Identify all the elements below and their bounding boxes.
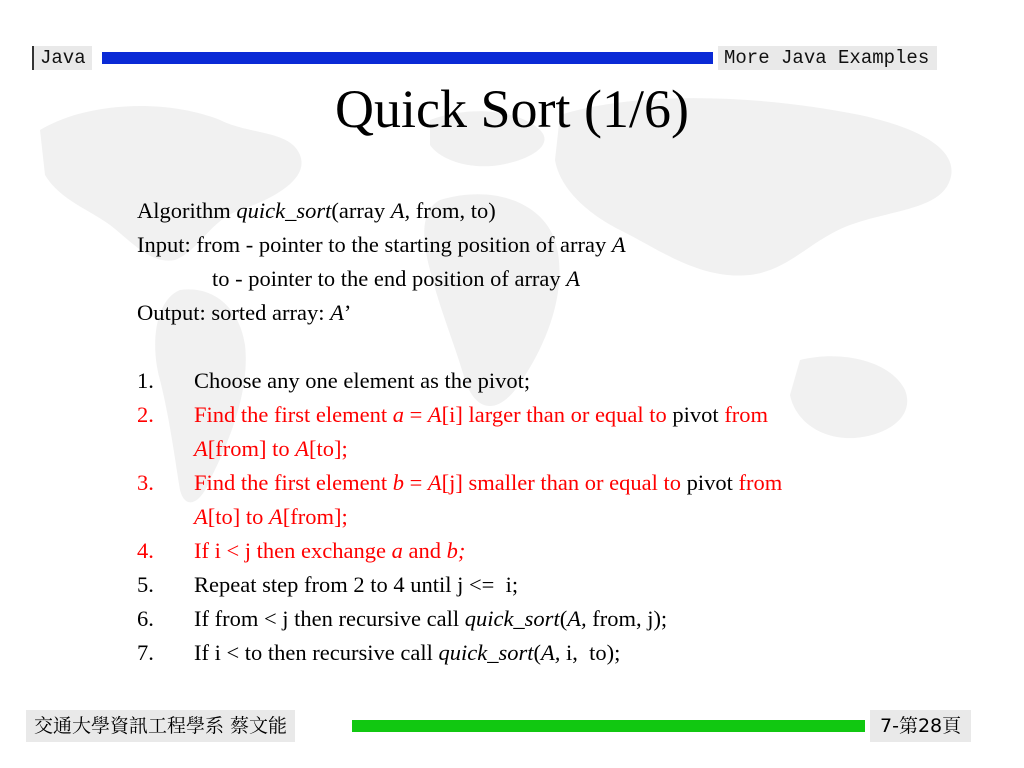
step-text: If i < j then exchange [194,538,386,563]
step-array: A [295,436,309,461]
step-text: Choose any one element as the pivot; [194,368,531,393]
step-text: [from]; [282,504,348,529]
step-text: [i] larger than or equal to [441,402,667,427]
output-prime: ’ [343,300,352,325]
step-number: 1. [137,368,154,393]
step-3 [137,466,967,500]
step-text: from [738,470,783,495]
step-equals: = [409,402,423,427]
step-array: A [194,504,208,529]
step-2-continued [137,432,967,466]
step-text: If i < to then recursive call [194,640,433,665]
step-paren: ( [559,606,568,631]
step-text: Repeat step from 2 to 4 until j <= i; [194,572,519,597]
algorithm-args-1: (array [331,198,386,223]
step-array: A, [567,606,587,631]
step-text: from, j); [592,606,668,631]
step-variable: a [392,402,404,427]
algorithm-name: quick_sort [236,198,332,223]
step-pivot: pivot [686,470,733,495]
slide-title: Quick Sort (1/6) [335,79,689,139]
step-function: quick_sort [438,640,534,665]
step-number: 6. [137,606,154,631]
input-label: Input: from - pointer to the starting position of array [137,232,607,257]
algorithm-signature [137,194,967,228]
step-array: A [269,504,283,529]
step-4 [137,534,967,568]
output-line [137,296,967,330]
step-text: [to] to [207,504,264,529]
slide-body [137,194,967,670]
input-array: A [611,232,626,257]
step-7 [137,636,967,670]
step-array: A [427,470,442,495]
step-array: A, [540,640,561,665]
input-to-line [137,262,967,296]
footer-green-bar [352,720,865,732]
blank-line [137,330,967,364]
step-2 [137,398,967,432]
step-5 [137,568,967,602]
footer-page-number: 7-第28頁 [870,710,971,742]
algorithm-args-2: from, to) [415,198,496,223]
output-array: A [330,300,344,325]
header-course-label: Java [32,46,92,70]
step-number: 7. [137,640,154,665]
step-3-continued [137,500,967,534]
step-text: [j] smaller than or equal to [441,470,681,495]
step-6 [137,602,967,636]
header-blue-bar [102,52,713,64]
input-to-text: to - pointer to the end position of array [212,266,561,291]
step-equals: = [409,470,423,495]
output-label: Output: sorted array: [137,300,325,325]
step-text: Find the first element [194,402,388,427]
step-variable: a [391,538,403,563]
step-text: [to]; [308,436,348,461]
step-array: A [194,436,208,461]
step-variable: b; [446,538,466,563]
step-number: 3. [137,470,154,495]
step-text: from [724,402,769,427]
algorithm-array: A, [390,198,411,223]
step-text: Find the first element [194,470,388,495]
step-number: 4. [137,538,154,563]
step-number: 5. [137,572,154,597]
input-line [137,228,967,262]
input-to-array: A [566,266,581,291]
step-variable: b [392,470,404,495]
step-number: 2. [137,402,154,427]
header-section-label: More Java Examples [718,46,937,70]
step-text: [from] to [207,436,290,461]
step-1 [137,364,967,398]
step-paren: ( [533,640,541,665]
algorithm-word: Algorithm [137,198,231,223]
step-pivot: pivot [672,402,719,427]
step-text: If from < j then recursive call [194,606,460,631]
step-function: quick_sort [464,606,560,631]
footer-department-label: 交通大學資訊工程學系 蔡文能 [26,710,295,742]
step-array: A [427,402,442,427]
step-text: i, to); [565,640,621,665]
step-text: and [408,538,441,563]
